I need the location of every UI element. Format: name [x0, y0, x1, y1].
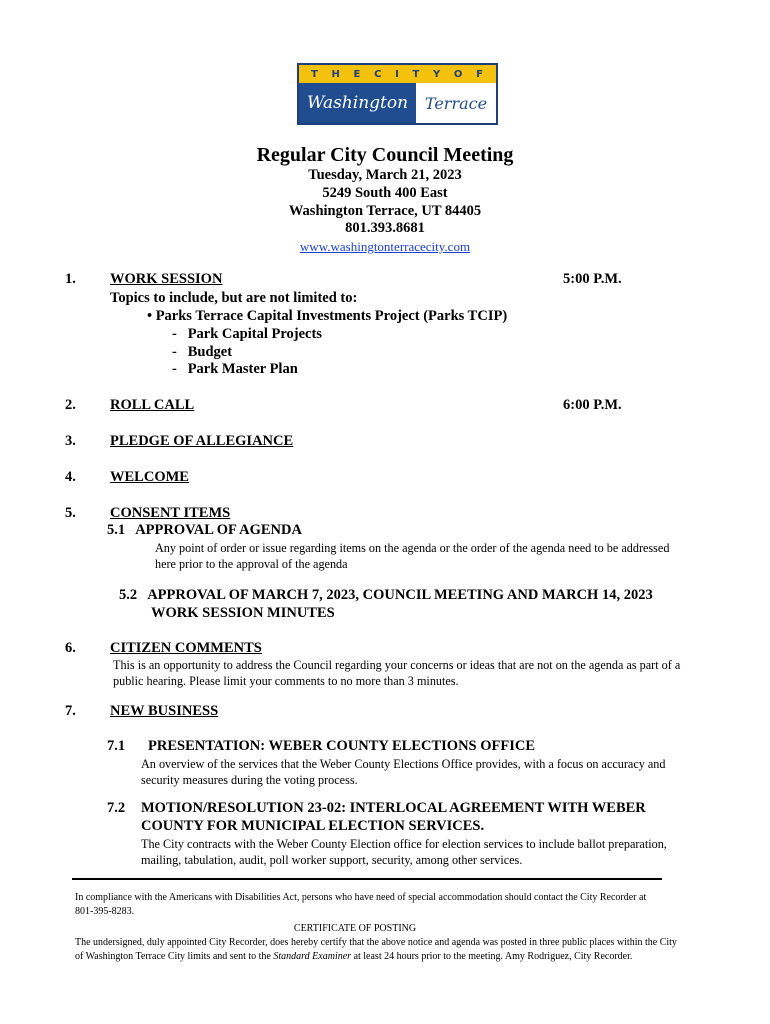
logo-letter: E: [353, 68, 362, 80]
topic-sub-item: - Park Master Plan: [172, 361, 298, 377]
website-row: [0, 238, 770, 256]
topic-bullet: • Parks Terrace Capital Investments Project (Parks TCIP): [147, 308, 508, 324]
topic-sub-item: - Budget: [172, 344, 233, 360]
subitem-motion-resolution-cont: COUNTY FOR MUNICIPAL ELECTION SERVICES.: [141, 818, 485, 834]
item-title-citizen-comments: CITIZEN COMMENTS: [110, 640, 262, 656]
subitem-description: security measures during the voting process.: [141, 773, 358, 787]
meeting-city: Washington Terrace, UT 84405: [288, 203, 482, 219]
item-time: 5:00 P.M.: [563, 271, 622, 287]
item-title-welcome: WELCOME: [110, 469, 189, 485]
item-title-consent: CONSENT ITEMS: [110, 505, 231, 521]
ada-notice: In compliance with the Americans with Disabilities Act, persons who have need of special accommodation should contact the City Recorder at: [75, 892, 647, 903]
subitem-presentation: PRESENTATION: WEBER COUNTY ELECTIONS OFFICE: [148, 738, 536, 754]
meeting-title: Regular City Council Meeting: [256, 144, 514, 166]
logo-letter: T: [412, 68, 421, 80]
item-title-new-business: NEW BUSINESS: [110, 703, 219, 719]
logo-word-washington: Washington: [299, 83, 416, 123]
subitem-approval-minutes-cont: WORK SESSION MINUTES: [151, 605, 335, 621]
logo-letter: I: [395, 68, 400, 80]
item-number: 2.: [65, 397, 76, 413]
logo-letter: O: [453, 68, 464, 80]
item-time: 6:00 P.M.: [563, 397, 622, 413]
subitem-number: 7.1: [107, 738, 126, 754]
item-number: 5.: [65, 505, 76, 521]
certificate-text-line2: [75, 950, 632, 965]
item-number: 3.: [65, 433, 76, 449]
topics-label: Topics to include, but are not limited to:: [110, 290, 358, 306]
city-logo: [297, 63, 498, 125]
logo-word-terrace: Terrace: [416, 83, 496, 123]
item-title-roll-call: ROLL CALL: [110, 397, 195, 413]
certificate-text-part: at least 24 hours prior to the meeting. Amy Rodriguez, City Recorder.: [351, 951, 633, 962]
meeting-address: 5249 South 400 East: [322, 185, 448, 201]
item-description: This is an opportunity to address the Council regarding your concerns or ideas that are not on the agenda as part of a: [113, 658, 681, 672]
item-description: public hearing. Please limit your comments to no more than 3 minutes.: [113, 674, 459, 688]
subitem-description: here prior to the approval of the agenda: [155, 557, 348, 571]
logo-letter: T: [311, 68, 319, 80]
subitem-approval-minutes: 5.2 APPROVAL OF MARCH 7, 2023, COUNCIL MEETING AND MARCH 14, 2023: [119, 587, 653, 603]
ada-phone: 801-395-8283.: [75, 906, 135, 917]
item-number: 6.: [65, 640, 76, 656]
item-number: 4.: [65, 469, 76, 485]
topic-sub-item: - Park Capital Projects: [172, 326, 322, 342]
meeting-date: Tuesday, March 21, 2023: [308, 167, 462, 183]
certificate-text: The undersigned, duly appointed City Recorder, does hereby certify that the above notice and agenda was posted in three public places within the City: [75, 937, 677, 948]
footer-divider: [72, 878, 662, 880]
logo-letter: H: [331, 68, 341, 80]
logo-letter: C: [374, 68, 383, 80]
item-number: 1.: [65, 271, 76, 287]
website-link[interactable]: www.washingtonterracecity.com: [299, 239, 471, 254]
subitem-description: mailing, tabulation, audit, poll worker support, security, among other services.: [141, 853, 523, 867]
logo-letter: F: [476, 68, 484, 80]
logo-letter: Y: [432, 68, 442, 80]
subitem-description: Any point of order or issue regarding items on the agenda or the order of the agenda need to be addressed: [155, 541, 670, 555]
subitem-description: The City contracts with the Weber County Election office for election services to include ballot preparation,: [141, 837, 667, 851]
subitem-description: An overview of the services that the Weber County Elections Office provides, with a focus on accuracy and: [141, 757, 666, 771]
newspaper-name: Standard Examiner: [273, 951, 352, 962]
certificate-text-part: of Washington Terrace City limits and sent to the: [75, 951, 274, 962]
subitem-motion-resolution: MOTION/RESOLUTION 23-02: INTERLOCAL AGREEMENT WITH WEBER: [141, 800, 646, 816]
certificate-title: CERTIFICATE OF POSTING: [293, 923, 417, 934]
logo-top-band: [299, 65, 496, 83]
item-number: 7.: [65, 703, 76, 719]
item-title-pledge: PLEDGE OF ALLEGIANCE: [110, 433, 294, 449]
meeting-phone: 801.393.8681: [345, 220, 425, 236]
subitem-number: 7.2: [107, 800, 126, 816]
item-title-work-session: WORK SESSION: [110, 271, 223, 287]
subitem-approval-agenda: 5.1 APPROVAL OF AGENDA: [107, 522, 302, 538]
